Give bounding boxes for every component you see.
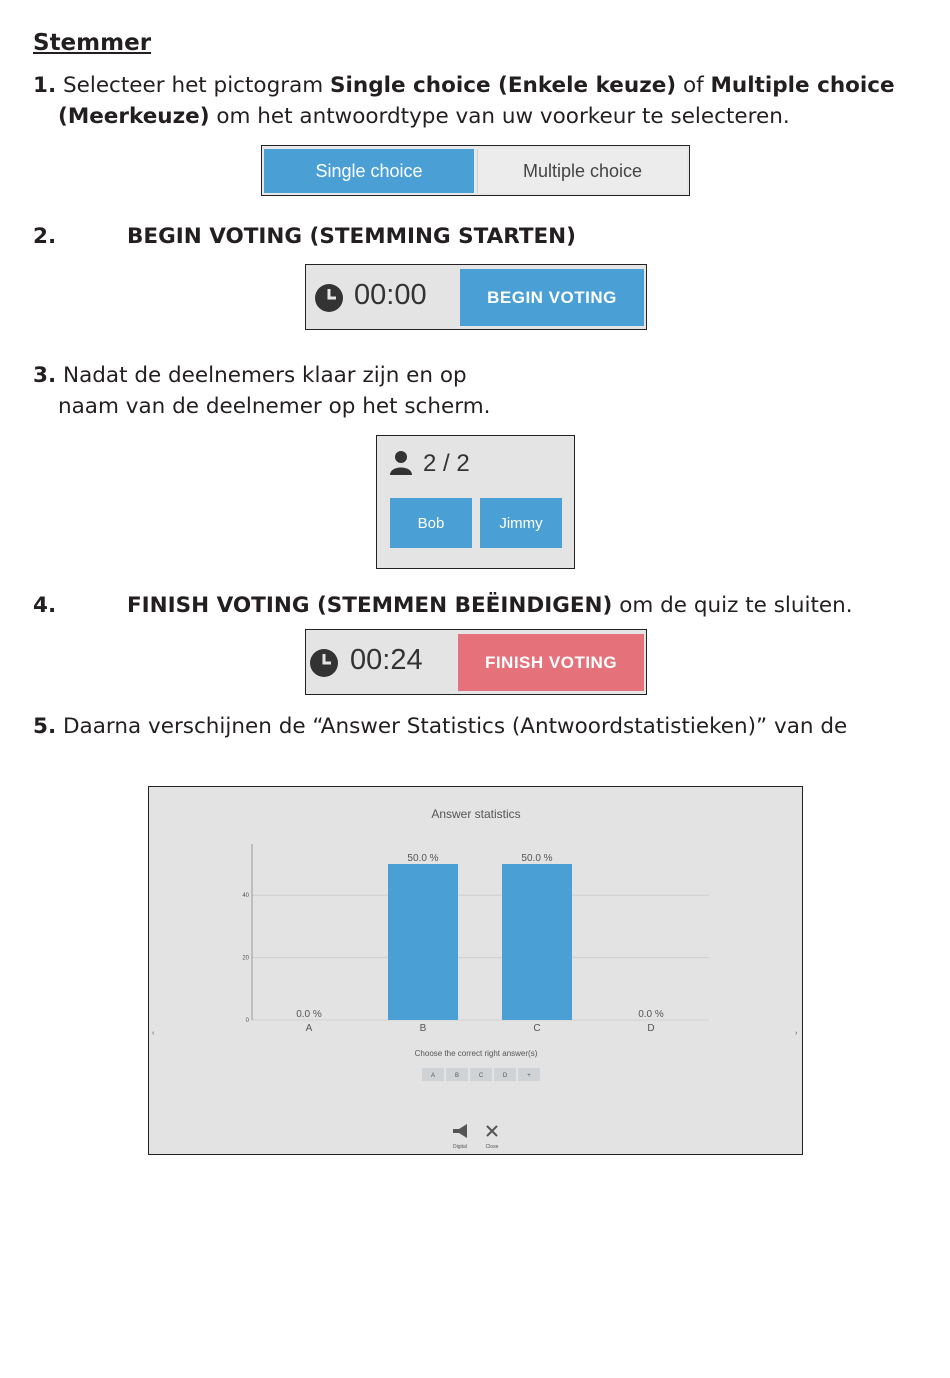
close-icon <box>487 1126 497 1136</box>
answer-button-label: + <box>527 1073 531 1079</box>
answer-button-add[interactable] <box>518 1068 540 1081</box>
step-1-text-1: Selecteer het pictogram <box>62 73 331 98</box>
data-label: 0.0 % <box>296 1009 322 1020</box>
digital-action[interactable] <box>453 1124 467 1150</box>
step-1-text-3: om het antwoordtype van uw voorkeur te selecteren. <box>209 104 790 129</box>
step-5-text: Daarna verschijnen de “Answer Statistics (Antwoordstatistieken)” van de <box>62 714 848 739</box>
answer-button-label: D <box>502 1073 508 1079</box>
participant-jimmy[interactable]: Jimmy <box>480 498 562 548</box>
begin-voting-button[interactable]: BEGIN VOTING <box>460 269 644 326</box>
data-label: 50.0 % <box>407 853 439 864</box>
answer-button-label: C <box>478 1073 484 1079</box>
next-arrow-icon[interactable]: › <box>795 1030 798 1037</box>
data-label: 50.0 % <box>521 853 553 864</box>
step-2-text: BEGIN VOTING (STEMMING STARTEN) <box>127 224 576 249</box>
chart-title: Answer statistics <box>431 807 521 821</box>
timer-display: 00:00 <box>354 279 427 311</box>
answer-button-c[interactable] <box>470 1068 492 1081</box>
answer-button-a[interactable] <box>422 1068 444 1081</box>
person-icon <box>390 450 412 476</box>
clock-icon <box>314 283 344 313</box>
step-3-number: 3. <box>33 363 57 388</box>
data-label: 0.0 % <box>638 1009 664 1020</box>
step-1-bold-1: Single choice (Enkele keuze) <box>330 73 677 98</box>
answer-button-b[interactable] <box>446 1068 468 1081</box>
category-label: D <box>647 1023 655 1034</box>
step-4-text <box>127 590 853 621</box>
step-2-number <box>33 221 56 252</box>
step-1 <box>33 70 895 101</box>
megaphone-icon <box>453 1124 467 1138</box>
prev-arrow-icon[interactable]: ‹ <box>152 1030 155 1037</box>
choice-toggle-screenshot <box>261 145 690 196</box>
category-label: B <box>419 1023 427 1034</box>
multiple-choice-button[interactable]: Multiple choice <box>477 149 687 193</box>
single-choice-button[interactable]: Single choice <box>264 149 474 193</box>
step-4-bold: FINISH VOTING (STEMMEN BEËINDIGEN) <box>127 593 613 618</box>
clock-icon <box>309 648 339 678</box>
begin-voting-screenshot <box>305 264 647 330</box>
step-4-number <box>33 590 56 621</box>
digital-label: Digital <box>453 1144 467 1150</box>
category-label: A <box>305 1023 313 1034</box>
answer-button-label: A <box>430 1073 436 1079</box>
step-2-num: 2. <box>33 224 57 249</box>
answer-statistics-chart <box>149 787 802 1154</box>
step-1-bold-3: (Meerkeuze) <box>58 104 210 129</box>
timer-display: 00:24 <box>350 644 423 676</box>
step-1-number: 1. <box>33 73 57 98</box>
y-tick-label: 20 <box>242 955 249 962</box>
page-heading: Stemmer <box>33 30 152 56</box>
step-4-rest: om de quiz te sluiten. <box>612 593 853 618</box>
y-tick-label: 40 <box>242 893 249 900</box>
finish-voting-button[interactable]: FINISH VOTING <box>458 634 644 691</box>
step-3-line-2: naam van de deelnemer op het scherm. <box>58 394 491 419</box>
answer-button-d[interactable] <box>494 1068 516 1081</box>
step-1-line-2 <box>58 101 790 132</box>
step-1-text-2: of <box>676 73 711 98</box>
step-3-line-1 <box>33 360 467 391</box>
step-4-num: 4. <box>33 593 57 618</box>
step-1-bold-2: Multiple choice <box>710 73 895 98</box>
bar-b <box>388 864 458 1020</box>
category-label: C <box>533 1023 541 1034</box>
participant-count: 2 / 2 <box>423 450 470 477</box>
step-5-number: 5. <box>33 714 57 739</box>
answer-button-label: B <box>454 1073 460 1079</box>
step-5 <box>33 711 847 742</box>
finish-voting-screenshot <box>305 629 647 695</box>
close-action[interactable] <box>486 1126 499 1150</box>
answer-statistics-screenshot <box>148 786 803 1155</box>
bar-c <box>502 864 572 1020</box>
participant-bob[interactable]: Bob <box>390 498 472 548</box>
close-label: Close <box>485 1144 499 1150</box>
step-3-text-1: Nadat de deelnemers klaar zijn en op <box>62 363 467 388</box>
y-tick-label: 0 <box>245 1018 249 1024</box>
participants-screenshot <box>376 435 575 569</box>
answer-prompt: Choose the correct right answer(s) <box>414 1049 538 1058</box>
